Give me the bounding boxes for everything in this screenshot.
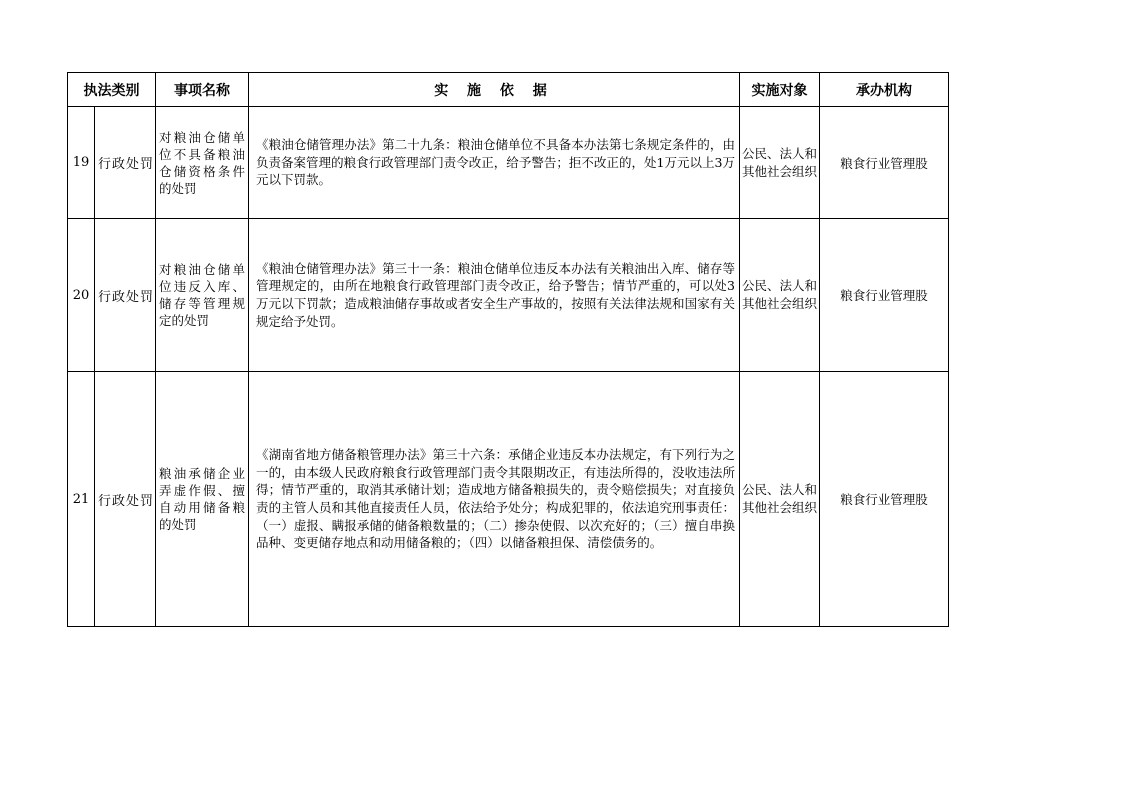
row-category: 行政处罚: [95, 107, 156, 219]
table-row: [68, 372, 949, 627]
row-target: 公民、法人和其他社会组织: [740, 219, 820, 372]
header-item: 事项名称: [156, 73, 249, 107]
row-org: 粮食行业管理股: [820, 372, 949, 627]
row-category: 行政处罚: [95, 372, 156, 627]
enforcement-table: [67, 72, 949, 627]
row-item-name: 粮油承储企业弄虚作假、擅自动用储备粮的处罚: [156, 372, 249, 627]
row-item-name: 对粮油仓储单位违反入库、储存等管理规定的处罚: [156, 219, 249, 372]
table-row: [68, 107, 949, 219]
row-number: 20: [68, 219, 95, 372]
row-org: 粮食行业管理股: [820, 107, 949, 219]
header-row: [68, 73, 949, 107]
row-number: 19: [68, 107, 95, 219]
row-category: 行政处罚: [95, 219, 156, 372]
header-target: 实施对象: [740, 73, 820, 107]
row-item-name: 对粮油仓储单位不具备粮油仓储资格条件的处罚: [156, 107, 249, 219]
row-basis: 《湖南省地方储备粮管理办法》第三十六条：承储企业违反本办法规定，有下列行为之一的，由本级人民政府粮食行政管理部门责令其限期改正，有违法所得的，没收违法所得；情节严重的，取消其承储计划；造成地方储备粮损失的，责令赔偿损失；对直接负责的主管人员和其他直接责任人员，依法给予处分；构成犯罪的，依法追究刑事责任：（一）虚报、瞒报承储的储备粮数量的；（二）掺杂使假、以次充好的；（三）擅自串换品种、变更储存地点和动用储备粮的；（四）以储备粮担保、清偿债务的。: [249, 372, 740, 627]
row-target: 公民、法人和其他社会组织: [740, 107, 820, 219]
header-basis: 实 施 依 据: [249, 73, 740, 107]
header-org: 承办机构: [820, 73, 949, 107]
header-category: 执法类别: [68, 73, 156, 107]
row-org: 粮食行业管理股: [820, 219, 949, 372]
row-basis: 《粮油仓储管理办法》第三十一条：粮油仓储单位违反本办法有关粮油出入库、储存等管理规定的，由所在地粮食行政管理部门责令改正，给予警告；情节严重的，可以处3万元以下罚款；造成粮油储存事故或者安全生产事故的，按照有关法律法规和国家有关规定给予处罚。: [249, 219, 740, 372]
row-number: 21: [68, 372, 95, 627]
row-basis: 《粮油仓储管理办法》第二十九条：粮油仓储单位不具备本办法第七条规定条件的，由负责备案管理的粮食行政管理部门责令改正，给予警告；拒不改正的，处1万元以上3万元以下罚款。: [249, 107, 740, 219]
table-row: [68, 219, 949, 372]
row-target: 公民、法人和其他社会组织: [740, 372, 820, 627]
